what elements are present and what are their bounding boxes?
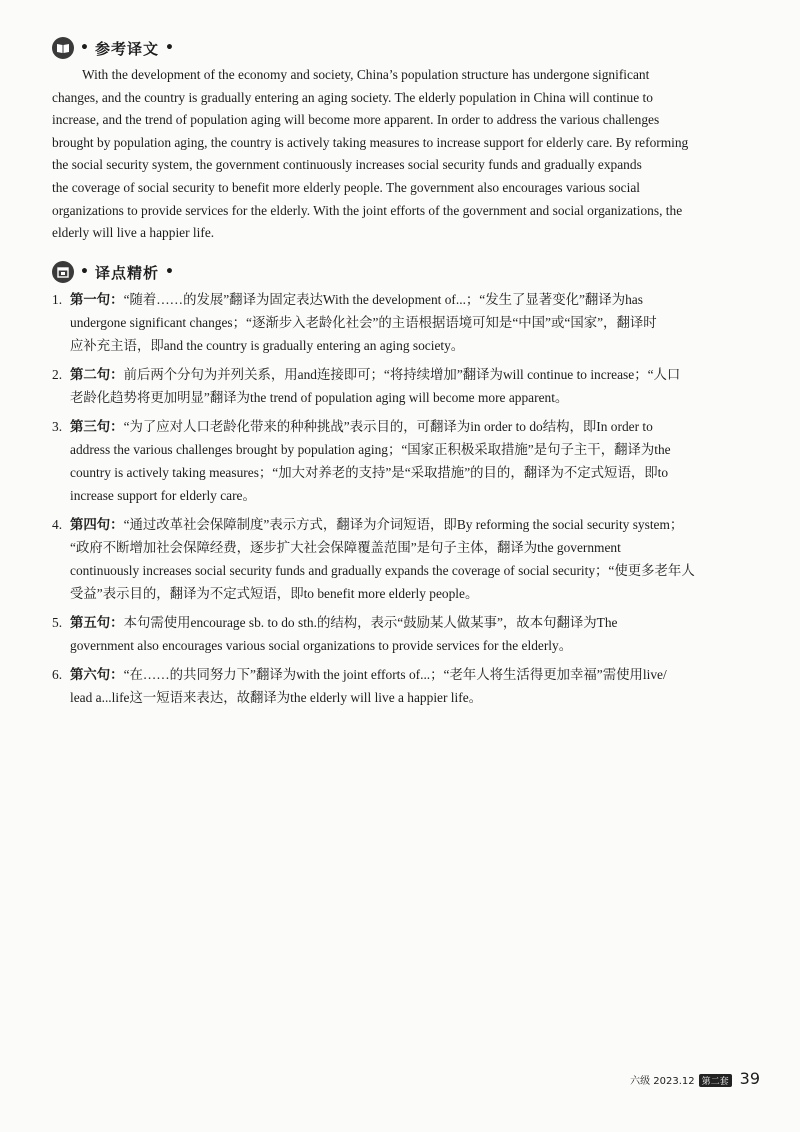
calendar-icon bbox=[52, 261, 74, 283]
item-number: 1. bbox=[52, 292, 63, 307]
item-number: 3. bbox=[52, 419, 63, 434]
item-lead: 第二句： bbox=[70, 367, 124, 382]
translation-paragraph bbox=[52, 64, 750, 245]
translation-line: the social security system, the government continuously increases social security funds and gradually expands bbox=[52, 157, 642, 173]
item-number: 6. bbox=[52, 667, 63, 682]
item-line: increase support for elderly care。 bbox=[70, 488, 256, 503]
item-number: 5. bbox=[52, 615, 63, 630]
analysis-item bbox=[52, 415, 752, 507]
footer-volume-badge: 第二套 bbox=[699, 1074, 732, 1087]
translation-section-title: 参考译文 bbox=[94, 39, 159, 58]
item-line: 前后两个分句为并列关系，用and连接即可；“将持续增加”翻译为will continue to increase；“人口 bbox=[123, 367, 681, 382]
item-line: undergone significant changes；“逐渐步入老龄化社会”的主语根据语境可知是“中国”或“国家”，翻译时 bbox=[70, 315, 657, 330]
item-line: 老龄化趋势将更加明显”翻译为the trend of population aging will become more apparent。 bbox=[70, 390, 569, 405]
item-line: lead a...life这一短语来表达，故翻译为the elderly will live a happier life。 bbox=[70, 690, 483, 705]
page-number: 39 bbox=[739, 1069, 760, 1088]
item-line: 受益”表示目的，翻译为不定式短语，即to benefit more elderly people。 bbox=[70, 586, 479, 601]
item-line: “为了应对人口老龄化带来的种种挑战”表示目的，可翻译为in order to do结构，即In order to bbox=[123, 419, 653, 434]
analysis-item bbox=[52, 363, 752, 409]
item-line: address the various challenges brought by population aging；“国家正积极采取措施”是句子主干，翻译为the bbox=[70, 442, 671, 457]
analysis-item bbox=[52, 288, 752, 357]
page-footer bbox=[630, 1069, 760, 1088]
translation-line: elderly will live a happier life. bbox=[52, 225, 215, 241]
translation-line: brought by population aging, the country is actively taking measures to increase support for elderly care. By reforming bbox=[52, 134, 689, 150]
item-number: 2. bbox=[52, 367, 63, 382]
analysis-item bbox=[52, 611, 752, 657]
analysis-item bbox=[52, 513, 752, 605]
item-lead: 第五句： bbox=[70, 615, 124, 630]
translation-line: increase, and the trend of population aging will become more apparent. In order to address the various challenges bbox=[52, 112, 660, 128]
item-line: “政府不断增加社会保障经费，逐步扩大社会保障覆盖范围”是句子主体，翻译为the government bbox=[70, 540, 621, 555]
translation-line: organizations to provide services for the elderly. With the joint efforts of the government and social organizations, the bbox=[52, 202, 683, 218]
footer-issue: 六级 2023.12 bbox=[630, 1076, 695, 1087]
analysis-item bbox=[52, 663, 752, 709]
item-line: “在……的共同努力下”翻译为with the joint efforts of...；“老年人将生活得更加幸福”需使用live/ bbox=[123, 667, 667, 682]
analysis-list bbox=[52, 288, 752, 715]
item-line: “通过改革社会保障制度”表示方式，翻译为介词短语，即By reforming the social security system； bbox=[123, 517, 684, 532]
translation-line: With the development of the economy and society, China’s population structure has undergone significant bbox=[82, 67, 650, 82]
book-icon bbox=[52, 37, 74, 59]
translation-section-header: • 参考译文 • bbox=[52, 37, 174, 59]
item-number: 4. bbox=[52, 517, 63, 532]
analysis-section-header: • 译点精析 • bbox=[52, 261, 174, 283]
item-lead: 第三句： bbox=[70, 419, 124, 434]
item-line: country is actively taking measures；“加大对养老的支持”是“采取措施”的目的，翻译为不定式短语，即to bbox=[70, 465, 669, 480]
item-lead: 第六句： bbox=[70, 667, 124, 682]
translation-line: the coverage of social security to benefit more elderly people. The government also encourages various social bbox=[52, 179, 640, 195]
translation-line: changes, and the country is gradually entering an aging society. The elderly population in China will continue to bbox=[52, 89, 653, 105]
item-line: government also encourages various social organizations to provide services for the elderly。 bbox=[70, 638, 573, 653]
item-lead: 第一句： bbox=[70, 292, 124, 307]
item-line: 应补充主语，即and the country is gradually entering an aging society。 bbox=[70, 338, 465, 353]
item-line: “随着……的发展”翻译为固定表达With the development of...；“发生了显著变化”翻译为has bbox=[123, 292, 643, 307]
item-line: 本句需使用encourage sb. to do sth.的结构，表示“鼓励某人做某事”，故本句翻译为The bbox=[123, 615, 618, 630]
item-lead: 第四句： bbox=[70, 517, 124, 532]
analysis-section-title: 译点精析 bbox=[94, 263, 159, 282]
item-line: continuously increases social security funds and gradually expands the coverage of social security；“使更多老年人 bbox=[70, 563, 695, 578]
